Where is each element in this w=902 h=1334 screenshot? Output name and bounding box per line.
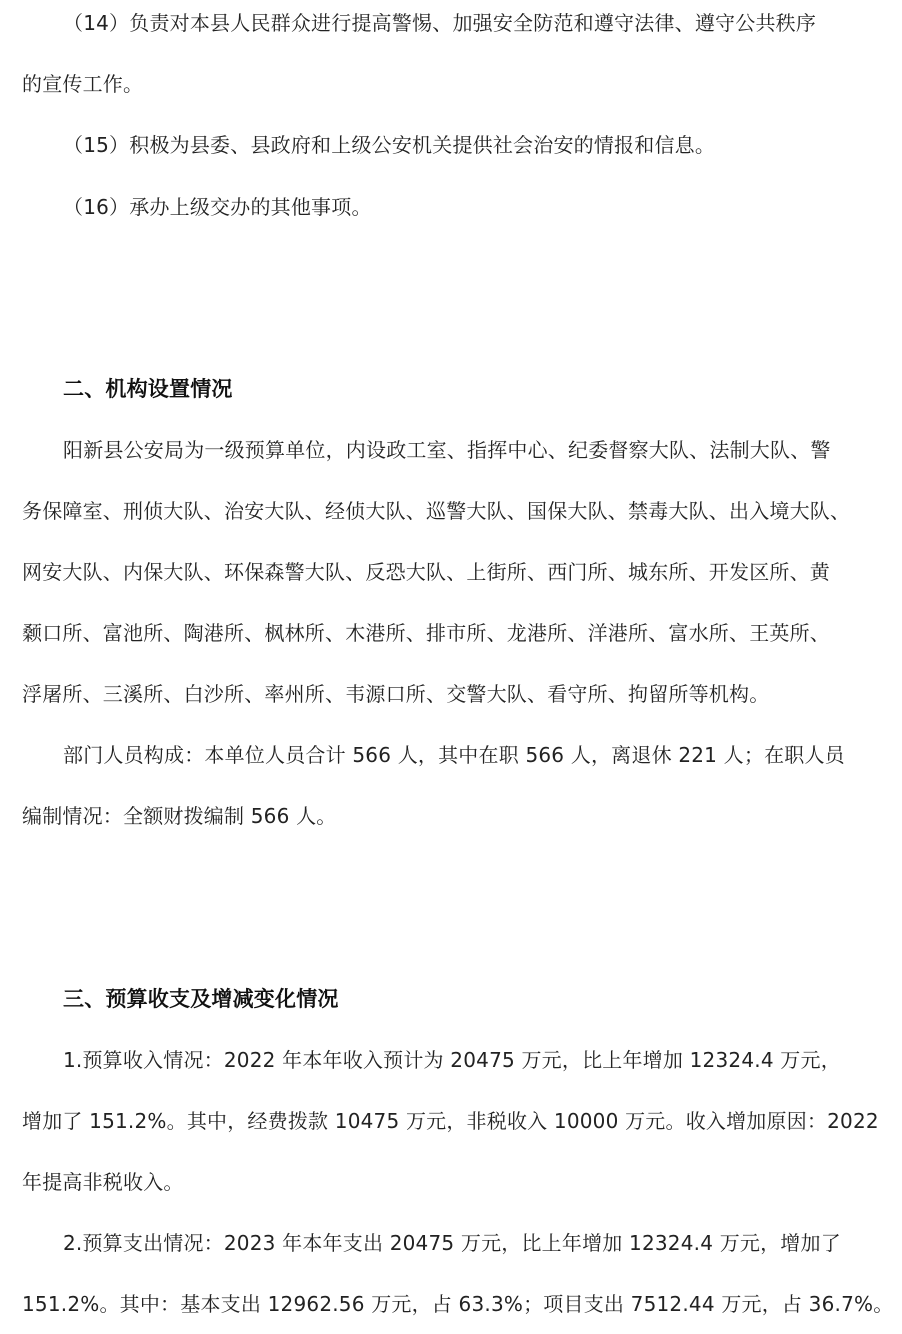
expense-paragraph-line-1: 2.预算支出情况：2023 年本年支出 20475 万元，比上年增加 12324.4 万元，增加了: [63, 1231, 841, 1255]
income-paragraph-line-1: 1.预算收入情况：2022 年本年收入预计为 20475 万元，比上年增加 12324.4 万元，: [63, 1048, 841, 1072]
section-3-heading: 三、预算收支及增减变化情况: [63, 987, 339, 1011]
org-paragraph-line-1: 阳新县公安局为一级预算单位，内设政工室、指挥中心、纪委督察大队、法制大队、警: [63, 438, 831, 462]
item-15: （15）积极为县委、县政府和上级公安机关提供社会治安的情报和信息。: [63, 133, 716, 157]
section-2-heading: 二、机构设置情况: [63, 377, 233, 401]
org-paragraph-line-4: 颡口所、富池所、陶港所、枫林所、木港所、排市所、龙港所、洋港所、富水所、王英所、: [22, 621, 830, 645]
item-14-line-1: （14）负责对本县人民群众进行提高警惕、加强安全防范和遵守法律、遵守公共秩序: [63, 11, 817, 35]
income-paragraph-line-3: 年提高非税收入。: [22, 1170, 184, 1194]
item-16: （16）承办上级交办的其他事项。: [63, 195, 372, 219]
income-paragraph-line-2: 增加了 151.2%。其中，经费拨款 10475 万元，非税收入 10000 万元。收入增加原因：2022: [22, 1109, 879, 1133]
staff-paragraph-line-2: 编制情况：全额财拨编制 566 人。: [22, 804, 337, 828]
org-paragraph-line-2: 务保障室、刑侦大队、治安大队、经侦大队、巡警大队、国保大队、禁毒大队、出入境大队、: [22, 499, 851, 523]
org-paragraph-line-3: 网安大队、内保大队、环保森警大队、反恐大队、上街所、西门所、城东所、开发区所、黄: [22, 560, 830, 584]
staff-paragraph-line-1: 部门人员构成：本单位人员合计 566 人，其中在职 566 人，离退休 221 人；在职人员: [63, 743, 845, 767]
item-14-line-2: 的宣传工作。: [22, 72, 144, 96]
expense-paragraph-line-2: 151.2%。其中：基本支出 12962.56 万元，占 63.3%；项目支出 7512.44 万元，占 36.7%。: [22, 1292, 894, 1316]
org-paragraph-line-5: 浮屠所、三溪所、白沙所、率州所、韦源口所、交警大队、看守所、拘留所等机构。: [22, 682, 770, 706]
